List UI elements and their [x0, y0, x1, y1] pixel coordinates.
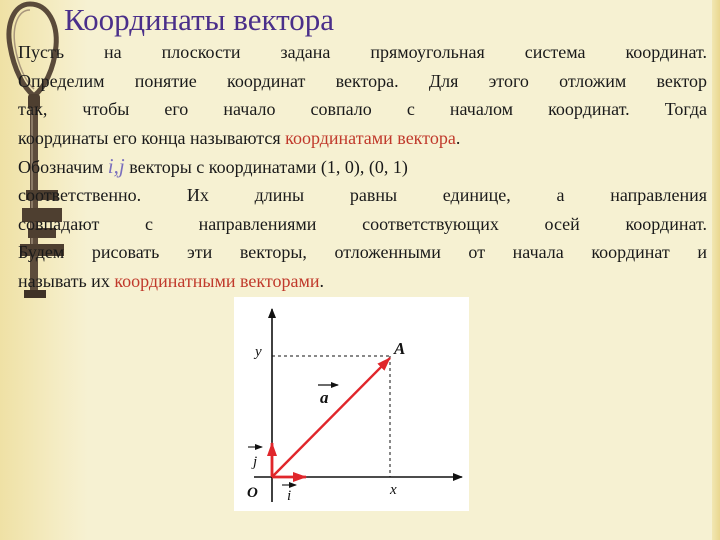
text-span: совпадают с направлениями соответствующих осей координат.	[18, 213, 707, 234]
term-coordinates-of-vector: координатами вектора	[285, 127, 456, 148]
text-span: так, чтобы его начало совпало с началом координат. Тогда	[18, 99, 707, 120]
paragraph	[18, 38, 707, 295]
vector-j-label: j	[253, 454, 258, 470]
text-span: Обозначим	[18, 157, 108, 178]
vector-a-label: a	[320, 388, 329, 407]
x-axis-label: x	[390, 482, 397, 498]
text-span: .	[455, 127, 461, 148]
text-span: называть их	[18, 270, 115, 291]
text-span: векторы с координатами (1, 0), (0, 1)	[124, 157, 408, 178]
vector-a-arrow	[272, 358, 390, 477]
paragraph-line	[18, 67, 707, 96]
paragraph-line	[18, 152, 707, 181]
symbol-separator: ,	[113, 154, 119, 179]
text-span: Будем рисовать эти векторы, отложенными от начала координат и	[18, 242, 707, 263]
right-decor-band	[712, 0, 720, 540]
term-coordinate-vectors: координатными векторами	[114, 270, 320, 291]
vector-i-label: i	[287, 488, 292, 504]
paragraph-line	[18, 210, 707, 239]
text-span: .	[319, 270, 325, 291]
vector-j-symbol: j	[118, 154, 125, 179]
paragraph-line	[18, 38, 707, 67]
text-span: соответственно. Их длины равны единице, а направления	[18, 184, 707, 205]
paragraph-line	[18, 124, 707, 153]
vector-i-symbol: i	[107, 154, 114, 179]
origin-label: O	[247, 485, 258, 501]
slide-title: Координаты вектора	[64, 2, 335, 37]
coordinate-diagram-svg	[234, 297, 469, 511]
y-axis-label: y	[255, 344, 262, 360]
paragraph-line	[18, 238, 707, 267]
coordinate-diagram	[234, 297, 469, 511]
paragraph-line	[18, 181, 707, 210]
point-a-label: A	[394, 339, 406, 358]
paragraph-line	[18, 95, 707, 124]
text-span: Пусть на плоскости задана прямоугольная система координат.	[18, 42, 707, 62]
text-span: координаты его конца называются	[18, 127, 286, 148]
paragraph-line	[18, 267, 707, 296]
text-span: Определим понятие координат вектора. Для этого отложим вектор	[18, 70, 707, 91]
